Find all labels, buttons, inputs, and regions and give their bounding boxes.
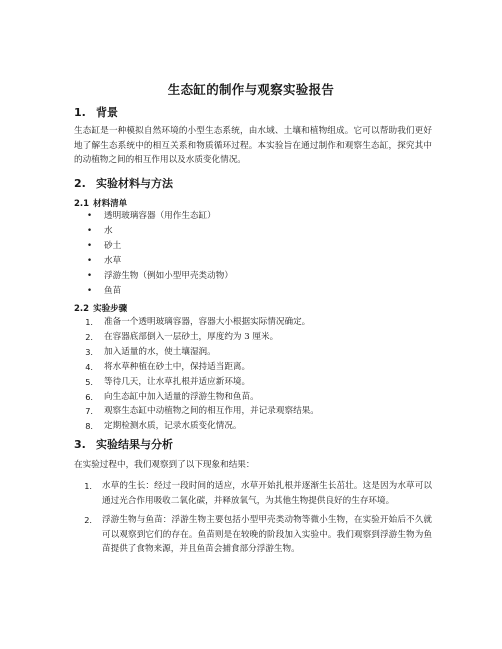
result-number: 2. bbox=[84, 515, 92, 525]
step-text: 定期检测水质，记录水质变化情况。 bbox=[104, 421, 242, 432]
step-number: 6. bbox=[85, 391, 93, 402]
section-title: 实验材料与方法 bbox=[96, 177, 173, 190]
step-number: 1. bbox=[85, 317, 93, 327]
background-paragraph: 生态缸是一种模拟自然环境的小型生态系统，由水域、土壤和植物组成。它可以帮助我们更好地了解生态系统中的相互关系和物质循环过程。本实验旨在通过制作和观察生态缸，探究其中的动植物之间的相互作用以及水质变化情况。 bbox=[74, 126, 432, 165]
materials-list bbox=[74, 209, 233, 298]
results-list bbox=[74, 479, 432, 562]
list-item: • 水 bbox=[74, 224, 233, 239]
step-item bbox=[74, 375, 319, 390]
results-intro: 在实验过程中，我们观察到了以下现象和结果： bbox=[74, 460, 255, 470]
step-number: 7. bbox=[85, 406, 93, 417]
list-item: • 鱼苗 bbox=[74, 284, 233, 299]
result-text: 浮游生物与鱼苗：浮游生物主要包括小型甲壳类动物等微小生物，在实验开始后不久就可以观察到它们的存在。鱼苗则是在较晚的阶段加入实验中。我们观察到浮游生物为鱼苗提供了食物来源，并且鱼苗会捕食部分浮游生物。 bbox=[102, 515, 432, 554]
section-heading-background bbox=[74, 104, 118, 120]
step-item bbox=[74, 419, 319, 434]
step-text: 在容器底部倒入一层砂土，厚度约为 3 厘米。 bbox=[104, 331, 279, 342]
step-item bbox=[74, 315, 319, 330]
step-number: 4. bbox=[85, 361, 93, 372]
step-number: 5. bbox=[85, 376, 93, 387]
subsection-title: 实验步骤 bbox=[93, 304, 128, 314]
step-item bbox=[74, 404, 319, 419]
step-text: 将水草种植在砂土中，保持适当距离。 bbox=[104, 361, 251, 372]
step-number: 2. bbox=[85, 331, 93, 342]
step-item bbox=[74, 390, 319, 405]
step-number: 3. bbox=[85, 346, 93, 357]
result-item bbox=[74, 479, 432, 508]
step-text: 观察生态缸中动植物之间的相互作用，并记录观察结果。 bbox=[104, 406, 319, 417]
list-item: • 透明玻璃容器（用作生态缸） bbox=[74, 209, 233, 224]
steps-list bbox=[74, 315, 319, 434]
result-item bbox=[74, 513, 432, 557]
result-number: 1. bbox=[84, 481, 92, 491]
subsection-number: 2.2 bbox=[74, 304, 90, 314]
subsection-heading-materials bbox=[74, 197, 127, 209]
step-text: 加入适量的水，使土壤湿润。 bbox=[104, 346, 216, 357]
section-number: 3. bbox=[74, 438, 86, 451]
subsection-heading-steps bbox=[74, 302, 127, 314]
list-item: • 砂土 bbox=[74, 239, 233, 254]
list-item: • 水草 bbox=[74, 254, 233, 269]
result-text: 水草的生长：经过一段时间的适应，水草开始扎根并逐渐生长茁壮。这是因为水草可以通过光合作用吸收二氧化碳，并释放氧气，为其他生物提供良好的生存环境。 bbox=[102, 481, 432, 506]
step-text: 等待几天，让水草扎根并适应新环境。 bbox=[104, 376, 251, 387]
step-text: 准备一个透明玻璃容器，容器大小根据实际情况确定。 bbox=[104, 317, 311, 327]
step-number: 8. bbox=[85, 421, 93, 432]
section-number: 2. bbox=[74, 177, 86, 190]
section-number: 1. bbox=[74, 106, 86, 119]
step-item bbox=[74, 330, 319, 345]
subsection-number: 2.1 bbox=[74, 199, 90, 209]
step-item bbox=[74, 345, 319, 360]
section-title: 背景 bbox=[96, 106, 118, 119]
section-title: 实验结果与分析 bbox=[96, 438, 173, 451]
step-text: 向生态缸中加入适量的浮游生物和鱼苗。 bbox=[104, 391, 259, 402]
subsection-title: 材料清单 bbox=[93, 199, 128, 209]
step-item bbox=[74, 360, 319, 375]
section-heading-materials-methods bbox=[74, 175, 173, 191]
list-item: • 浮游生物（例如小型甲壳类动物） bbox=[74, 269, 233, 284]
section-heading-results bbox=[74, 436, 173, 452]
page-title: 生态缸的制作与观察实验报告 bbox=[167, 82, 335, 97]
